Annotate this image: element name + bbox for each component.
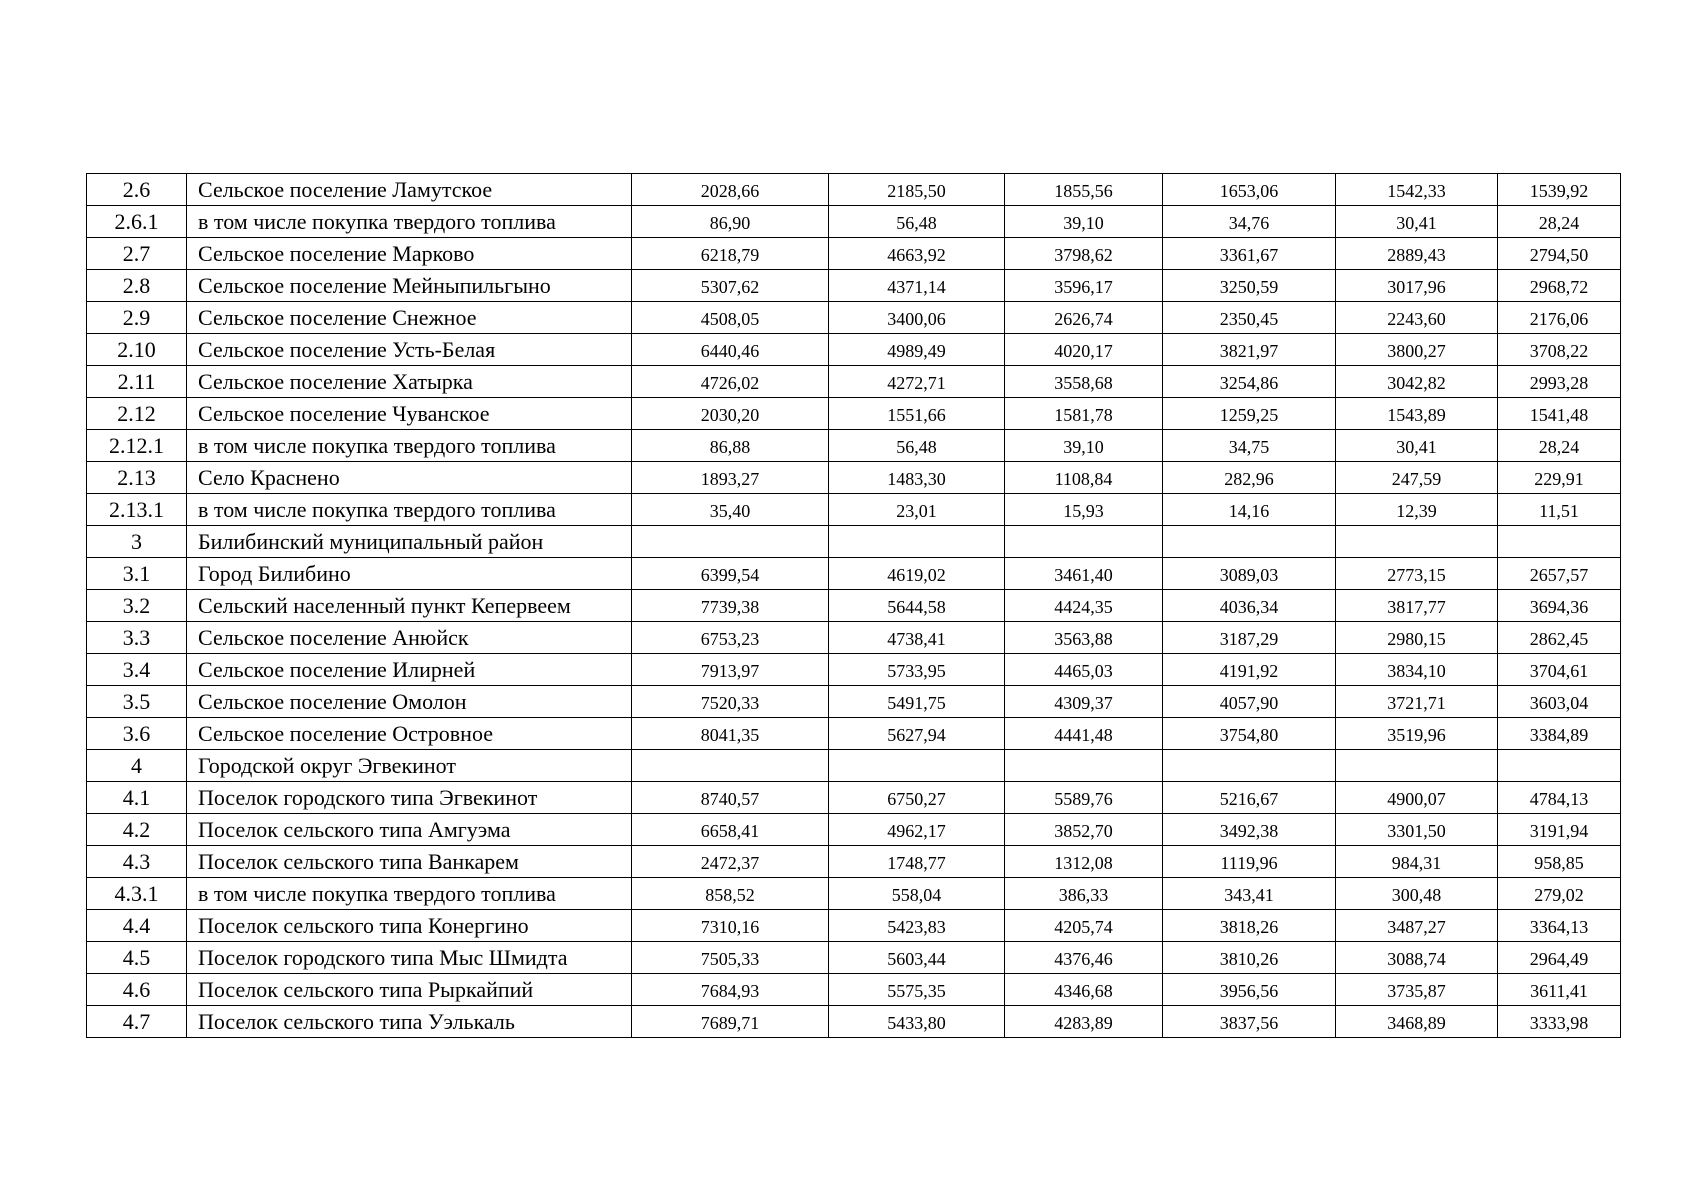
value-cell-3: 4424,35	[1005, 590, 1163, 622]
value-cell-4: 1259,25	[1163, 398, 1336, 430]
row-number-cell: 4.5	[87, 942, 187, 974]
value-cell-2: 4738,41	[829, 622, 1005, 654]
settlement-name-cell: Поселок городского типа Эгвекинот	[187, 782, 632, 814]
settlement-name-cell: в том числе покупка твердого топлива	[187, 430, 632, 462]
value-cell-1: 6218,79	[632, 238, 829, 270]
value-cell-2: 4371,14	[829, 270, 1005, 302]
row-number-cell: 2.7	[87, 238, 187, 270]
value-cell-3	[1005, 526, 1163, 558]
table-row	[87, 238, 1621, 270]
row-number-cell: 3.6	[87, 718, 187, 750]
value-cell-2: 5433,80	[829, 1006, 1005, 1038]
value-cell-1: 7913,97	[632, 654, 829, 686]
value-cell-6: 3333,98	[1498, 1006, 1621, 1038]
row-number-cell: 2.9	[87, 302, 187, 334]
value-cell-2: 3400,06	[829, 302, 1005, 334]
value-cell-1: 7310,16	[632, 910, 829, 942]
value-cell-1	[632, 526, 829, 558]
settlement-name-cell: Поселок городского типа Мыс Шмидта	[187, 942, 632, 974]
value-cell-2: 2185,50	[829, 174, 1005, 206]
value-cell-2: 56,48	[829, 206, 1005, 238]
table-row	[87, 654, 1621, 686]
table-row	[87, 910, 1621, 942]
value-cell-4: 3361,67	[1163, 238, 1336, 270]
value-cell-1: 6440,46	[632, 334, 829, 366]
row-number-cell: 4.2	[87, 814, 187, 846]
value-cell-3: 4376,46	[1005, 942, 1163, 974]
value-cell-6: 28,24	[1498, 430, 1621, 462]
row-number-cell: 4	[87, 750, 187, 782]
value-cell-5: 1543,89	[1336, 398, 1498, 430]
value-cell-2: 5644,58	[829, 590, 1005, 622]
row-number-cell: 2.10	[87, 334, 187, 366]
value-cell-6: 1541,48	[1498, 398, 1621, 430]
value-cell-2: 6750,27	[829, 782, 1005, 814]
value-cell-4: 3837,56	[1163, 1006, 1336, 1038]
value-cell-1: 5307,62	[632, 270, 829, 302]
table-row	[87, 526, 1621, 558]
value-cell-5: 30,41	[1336, 206, 1498, 238]
table-row	[87, 174, 1621, 206]
value-cell-2: 5423,83	[829, 910, 1005, 942]
value-cell-2: 5491,75	[829, 686, 1005, 718]
value-cell-6: 958,85	[1498, 846, 1621, 878]
row-number-cell: 2.12.1	[87, 430, 187, 462]
value-cell-1: 1893,27	[632, 462, 829, 494]
table-row	[87, 494, 1621, 526]
row-number-cell: 3.2	[87, 590, 187, 622]
value-cell-4	[1163, 750, 1336, 782]
table-row	[87, 750, 1621, 782]
table-row	[87, 270, 1621, 302]
value-cell-1: 7739,38	[632, 590, 829, 622]
row-number-cell: 3.1	[87, 558, 187, 590]
value-cell-3: 3852,70	[1005, 814, 1163, 846]
table-body	[87, 174, 1621, 1038]
value-cell-5: 30,41	[1336, 430, 1498, 462]
row-number-cell: 2.8	[87, 270, 187, 302]
value-cell-2: 4962,17	[829, 814, 1005, 846]
settlement-name-cell: Сельское поселение Омолон	[187, 686, 632, 718]
value-cell-3: 1855,56	[1005, 174, 1163, 206]
value-cell-3: 3798,62	[1005, 238, 1163, 270]
value-cell-3: 1312,08	[1005, 846, 1163, 878]
value-cell-1: 35,40	[632, 494, 829, 526]
table-row	[87, 398, 1621, 430]
value-cell-6	[1498, 526, 1621, 558]
value-cell-1: 6658,41	[632, 814, 829, 846]
settlement-name-cell: Сельское поселение Островное	[187, 718, 632, 750]
value-cell-4: 3956,56	[1163, 974, 1336, 1006]
value-cell-1: 7505,33	[632, 942, 829, 974]
value-cell-2: 4663,92	[829, 238, 1005, 270]
value-cell-4: 14,16	[1163, 494, 1336, 526]
settlement-name-cell: Сельское поселение Марково	[187, 238, 632, 270]
value-cell-3: 4346,68	[1005, 974, 1163, 1006]
value-cell-5: 300,48	[1336, 878, 1498, 910]
value-cell-3: 39,10	[1005, 430, 1163, 462]
value-cell-5: 247,59	[1336, 462, 1498, 494]
value-cell-2	[829, 526, 1005, 558]
value-cell-2: 1748,77	[829, 846, 1005, 878]
settlement-name-cell: Сельское поселение Усть-Белая	[187, 334, 632, 366]
value-cell-4: 2350,45	[1163, 302, 1336, 334]
table-row	[87, 974, 1621, 1006]
settlement-name-cell: Поселок сельского типа Рыркайпий	[187, 974, 632, 1006]
value-cell-5: 3834,10	[1336, 654, 1498, 686]
value-cell-5: 3735,87	[1336, 974, 1498, 1006]
value-cell-5: 3800,27	[1336, 334, 1498, 366]
settlement-name-cell: в том числе покупка твердого топлива	[187, 494, 632, 526]
value-cell-3: 1581,78	[1005, 398, 1163, 430]
value-cell-6: 11,51	[1498, 494, 1621, 526]
value-cell-4: 3492,38	[1163, 814, 1336, 846]
value-cell-6: 2993,28	[1498, 366, 1621, 398]
value-cell-6: 3364,13	[1498, 910, 1621, 942]
value-cell-6: 3694,36	[1498, 590, 1621, 622]
value-cell-3: 39,10	[1005, 206, 1163, 238]
value-cell-2: 4272,71	[829, 366, 1005, 398]
value-cell-4: 343,41	[1163, 878, 1336, 910]
value-cell-6: 3708,22	[1498, 334, 1621, 366]
value-cell-3: 1108,84	[1005, 462, 1163, 494]
table-row	[87, 590, 1621, 622]
value-cell-6: 4784,13	[1498, 782, 1621, 814]
settlement-name-cell: Сельский населенный пункт Кепервеем	[187, 590, 632, 622]
value-cell-5: 3042,82	[1336, 366, 1498, 398]
value-cell-1: 6753,23	[632, 622, 829, 654]
value-cell-3	[1005, 750, 1163, 782]
value-cell-1: 7684,93	[632, 974, 829, 1006]
settlement-name-cell: Село Краснено	[187, 462, 632, 494]
row-number-cell: 4.6	[87, 974, 187, 1006]
settlement-name-cell: Сельское поселение Илирней	[187, 654, 632, 686]
value-cell-6: 3603,04	[1498, 686, 1621, 718]
value-cell-1	[632, 750, 829, 782]
value-cell-6: 279,02	[1498, 878, 1621, 910]
settlement-name-cell: Сельское поселение Хатырка	[187, 366, 632, 398]
row-number-cell: 4.1	[87, 782, 187, 814]
value-cell-6: 28,24	[1498, 206, 1621, 238]
table-row	[87, 718, 1621, 750]
value-cell-6: 3384,89	[1498, 718, 1621, 750]
value-cell-3: 4205,74	[1005, 910, 1163, 942]
table-row	[87, 206, 1621, 238]
value-cell-1: 7520,33	[632, 686, 829, 718]
value-cell-6: 2176,06	[1498, 302, 1621, 334]
value-cell-5	[1336, 750, 1498, 782]
value-cell-2: 5603,44	[829, 942, 1005, 974]
value-cell-6: 2657,57	[1498, 558, 1621, 590]
settlement-name-cell: Поселок сельского типа Конергино	[187, 910, 632, 942]
settlement-name-cell: Поселок сельского типа Уэлькаль	[187, 1006, 632, 1038]
value-cell-4: 3250,59	[1163, 270, 1336, 302]
row-number-cell: 2.11	[87, 366, 187, 398]
value-cell-5: 4900,07	[1336, 782, 1498, 814]
value-cell-1: 2028,66	[632, 174, 829, 206]
value-cell-1: 86,90	[632, 206, 829, 238]
table-row	[87, 814, 1621, 846]
value-cell-2	[829, 750, 1005, 782]
value-cell-5: 3017,96	[1336, 270, 1498, 302]
value-cell-4: 282,96	[1163, 462, 1336, 494]
value-cell-1: 2030,20	[632, 398, 829, 430]
value-cell-1: 86,88	[632, 430, 829, 462]
value-cell-3: 15,93	[1005, 494, 1163, 526]
value-cell-4: 34,75	[1163, 430, 1336, 462]
value-cell-3: 2626,74	[1005, 302, 1163, 334]
value-cell-5: 1542,33	[1336, 174, 1498, 206]
value-cell-4: 3089,03	[1163, 558, 1336, 590]
row-number-cell: 2.6.1	[87, 206, 187, 238]
row-number-cell: 4.3	[87, 846, 187, 878]
table-row	[87, 782, 1621, 814]
table-row	[87, 558, 1621, 590]
value-cell-3: 3558,68	[1005, 366, 1163, 398]
value-cell-1: 6399,54	[632, 558, 829, 590]
value-cell-3: 386,33	[1005, 878, 1163, 910]
value-cell-6: 229,91	[1498, 462, 1621, 494]
value-cell-1: 4508,05	[632, 302, 829, 334]
value-cell-4: 34,76	[1163, 206, 1336, 238]
value-cell-1: 858,52	[632, 878, 829, 910]
value-cell-1: 2472,37	[632, 846, 829, 878]
value-cell-4: 3821,97	[1163, 334, 1336, 366]
value-cell-5: 12,39	[1336, 494, 1498, 526]
settlement-name-cell: Билибинский муниципальный район	[187, 526, 632, 558]
value-cell-1: 8041,35	[632, 718, 829, 750]
value-cell-6: 3611,41	[1498, 974, 1621, 1006]
table-row	[87, 334, 1621, 366]
value-cell-5: 2980,15	[1336, 622, 1498, 654]
settlement-name-cell: Сельское поселение Мейныпильгыно	[187, 270, 632, 302]
value-cell-5: 984,31	[1336, 846, 1498, 878]
value-cell-5: 3088,74	[1336, 942, 1498, 974]
value-cell-6: 3191,94	[1498, 814, 1621, 846]
value-cell-2: 5575,35	[829, 974, 1005, 1006]
value-cell-1: 8740,57	[632, 782, 829, 814]
value-cell-5: 2243,60	[1336, 302, 1498, 334]
row-number-cell: 3.5	[87, 686, 187, 718]
value-cell-4: 3754,80	[1163, 718, 1336, 750]
value-cell-3: 4283,89	[1005, 1006, 1163, 1038]
settlement-name-cell: Поселок сельского типа Ванкарем	[187, 846, 632, 878]
value-cell-4: 4036,34	[1163, 590, 1336, 622]
value-cell-5: 2889,43	[1336, 238, 1498, 270]
value-cell-5	[1336, 526, 1498, 558]
value-cell-5: 3487,27	[1336, 910, 1498, 942]
value-cell-2: 1483,30	[829, 462, 1005, 494]
row-number-cell: 2.12	[87, 398, 187, 430]
value-cell-5: 3721,71	[1336, 686, 1498, 718]
value-cell-5: 3519,96	[1336, 718, 1498, 750]
table-row	[87, 302, 1621, 334]
value-cell-6: 1539,92	[1498, 174, 1621, 206]
settlement-name-cell: Поселок сельского типа Амгуэма	[187, 814, 632, 846]
table-row	[87, 462, 1621, 494]
settlement-name-cell: Сельское поселение Анюйск	[187, 622, 632, 654]
settlement-name-cell: Сельское поселение Ламутское	[187, 174, 632, 206]
value-cell-4: 3810,26	[1163, 942, 1336, 974]
value-cell-3: 4441,48	[1005, 718, 1163, 750]
table-row	[87, 846, 1621, 878]
value-cell-6: 2794,50	[1498, 238, 1621, 270]
value-cell-4	[1163, 526, 1336, 558]
table-row	[87, 686, 1621, 718]
settlement-name-cell: Городской округ Эгвекинот	[187, 750, 632, 782]
settlement-name-cell: Сельское поселение Снежное	[187, 302, 632, 334]
value-cell-6: 2862,45	[1498, 622, 1621, 654]
value-cell-4: 3187,29	[1163, 622, 1336, 654]
value-cell-2: 1551,66	[829, 398, 1005, 430]
table-row	[87, 942, 1621, 974]
row-number-cell: 3	[87, 526, 187, 558]
row-number-cell: 2.13	[87, 462, 187, 494]
value-cell-2: 4989,49	[829, 334, 1005, 366]
settlement-name-cell: Сельское поселение Чуванское	[187, 398, 632, 430]
row-number-cell: 4.4	[87, 910, 187, 942]
value-cell-5: 2773,15	[1336, 558, 1498, 590]
row-number-cell: 3.3	[87, 622, 187, 654]
value-cell-3: 3596,17	[1005, 270, 1163, 302]
table-row	[87, 430, 1621, 462]
row-number-cell: 4.7	[87, 1006, 187, 1038]
value-cell-4: 1119,96	[1163, 846, 1336, 878]
table-row	[87, 878, 1621, 910]
value-cell-1: 7689,71	[632, 1006, 829, 1038]
row-number-cell: 2.13.1	[87, 494, 187, 526]
value-cell-2: 5733,95	[829, 654, 1005, 686]
table-row	[87, 1006, 1621, 1038]
value-cell-2: 4619,02	[829, 558, 1005, 590]
settlement-name-cell: в том числе покупка твердого топлива	[187, 206, 632, 238]
value-cell-3: 5589,76	[1005, 782, 1163, 814]
value-cell-2: 5627,94	[829, 718, 1005, 750]
value-cell-5: 3301,50	[1336, 814, 1498, 846]
value-cell-3: 4465,03	[1005, 654, 1163, 686]
value-cell-5: 3817,77	[1336, 590, 1498, 622]
value-cell-6: 2964,49	[1498, 942, 1621, 974]
value-cell-6: 3704,61	[1498, 654, 1621, 686]
value-cell-6: 2968,72	[1498, 270, 1621, 302]
value-cell-2: 56,48	[829, 430, 1005, 462]
data-table	[86, 173, 1621, 1038]
settlement-name-cell: в том числе покупка твердого топлива	[187, 878, 632, 910]
settlement-name-cell: Город Билибино	[187, 558, 632, 590]
value-cell-3: 3563,88	[1005, 622, 1163, 654]
value-cell-4: 3254,86	[1163, 366, 1336, 398]
value-cell-4: 4191,92	[1163, 654, 1336, 686]
value-cell-2: 23,01	[829, 494, 1005, 526]
row-number-cell: 2.6	[87, 174, 187, 206]
value-cell-3: 4020,17	[1005, 334, 1163, 366]
table-row	[87, 366, 1621, 398]
value-cell-6	[1498, 750, 1621, 782]
value-cell-5: 3468,89	[1336, 1006, 1498, 1038]
value-cell-1: 4726,02	[632, 366, 829, 398]
value-cell-4: 4057,90	[1163, 686, 1336, 718]
value-cell-4: 3818,26	[1163, 910, 1336, 942]
value-cell-3: 3461,40	[1005, 558, 1163, 590]
table-row	[87, 622, 1621, 654]
value-cell-4: 5216,67	[1163, 782, 1336, 814]
row-number-cell: 4.3.1	[87, 878, 187, 910]
value-cell-3: 4309,37	[1005, 686, 1163, 718]
row-number-cell: 3.4	[87, 654, 187, 686]
value-cell-4: 1653,06	[1163, 174, 1336, 206]
value-cell-2: 558,04	[829, 878, 1005, 910]
